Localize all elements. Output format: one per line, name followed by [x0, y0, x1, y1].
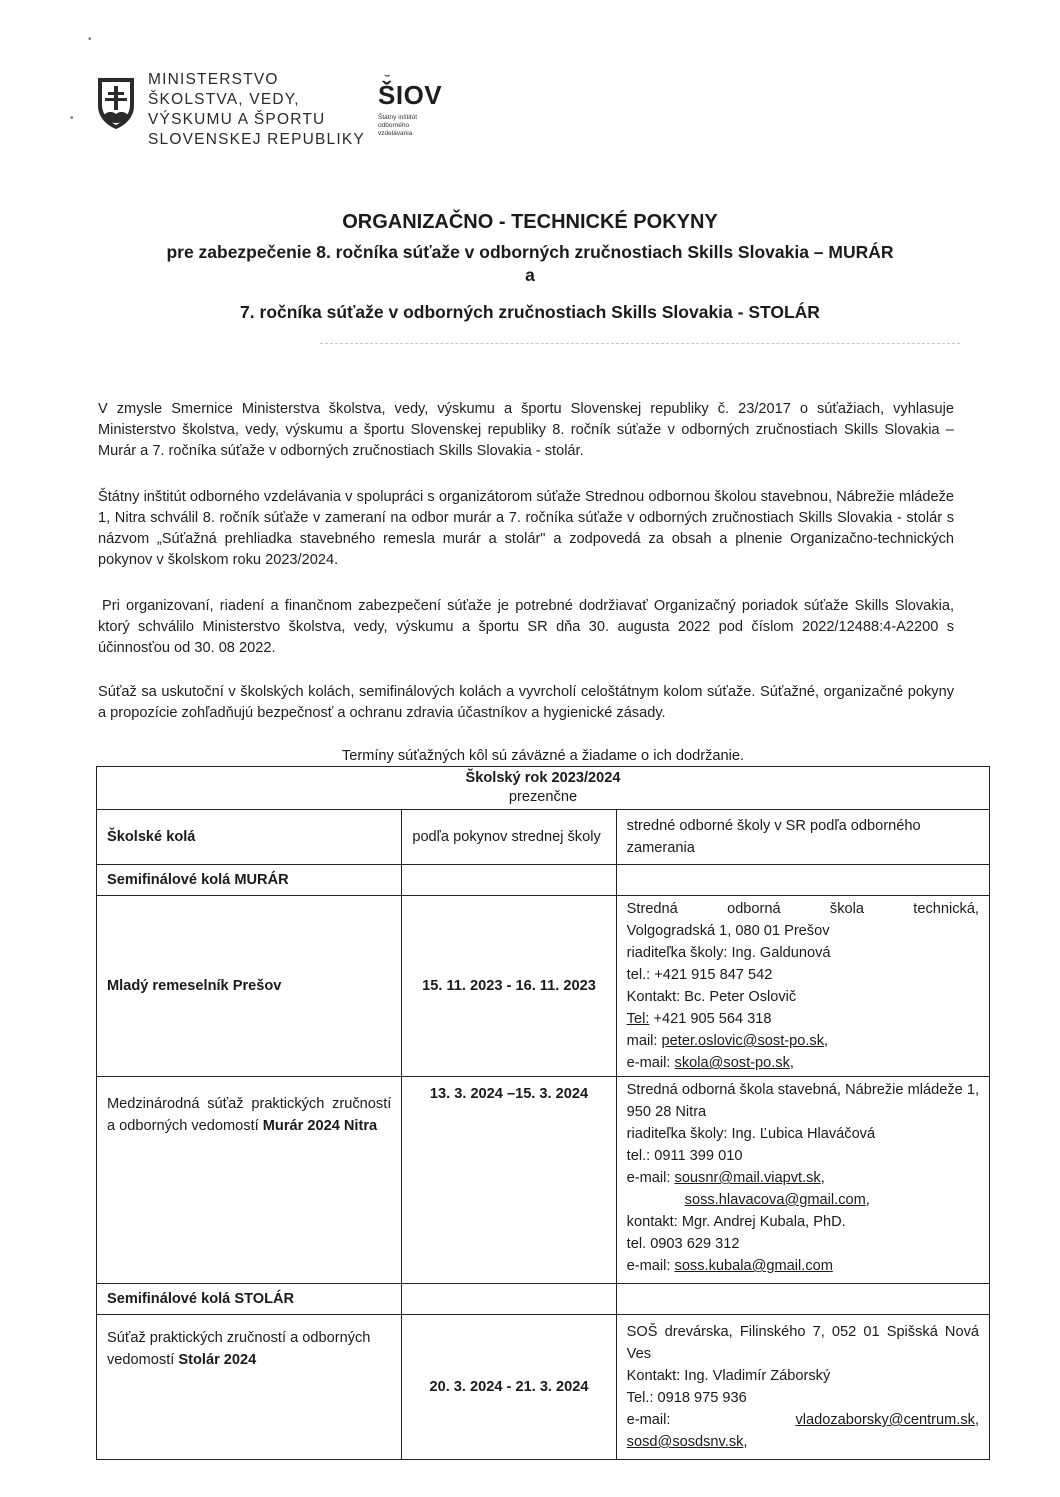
- mail-label: e-mail:: [626, 1258, 675, 1274]
- document-title: ORGANIZAČNO - TECHNICKÉ POKYNY: [342, 211, 718, 233]
- scan-speck: •: [88, 34, 92, 45]
- mail-label: e-mail:: [626, 1170, 675, 1186]
- siov-sub-line: vzdelávania: [378, 130, 413, 137]
- round-name-bold: Murár 2024 Nitra: [262, 1118, 378, 1134]
- table-row: [97, 810, 990, 865]
- email-link[interactable]: skola@sost-po.sk: [674, 1055, 790, 1071]
- siov-mark-icon: ⌣: [384, 70, 391, 81]
- paragraph: Súťaž sa uskutoční v školských kolách, semifinálových kolách a vyvrcholí celoštátnym kolom súťaže. Súťažné, organizačné pokyny a propozície zohľadňujú bezpečnosť a ochranu zdravia účastníkov a hygienické zásady.: [98, 684, 954, 721]
- table-row: [97, 767, 990, 810]
- table-row: [97, 1284, 990, 1315]
- document-subtitle-conjunction: a: [525, 265, 535, 285]
- round-place-cell: [616, 1315, 989, 1460]
- email-link[interactable]: peter.oslovic@sost-po.sk: [661, 1033, 824, 1049]
- paragraph: Štátny inštitút odborného vzdelávania v spolupráci s organizátorom súťaže Strednou odbornou školou stavebnou, Nábrežie mládeže 1, Nitra schválil 8. ročník súťaže v zameraní na odbor murár a 7. ročníka súťaže v odborných zručnostiach Skills Slovakia - stolár s názvom „Súťažná prehliadka stavebného remesla murár a stolár" a zodpovedá za obsah a plnenie Organizačno-technických pokynov v školskom roku 2023/2024.: [98, 489, 954, 568]
- contact-line: Kontakt: Bc. Peter Oslovič: [626, 989, 797, 1005]
- contact-line: [627, 1008, 979, 1030]
- table-row: [97, 1315, 990, 1460]
- slovak-coat-of-arms-icon: [96, 76, 136, 130]
- email-link[interactable]: sousnr@mail.viapvt.sk: [674, 1170, 821, 1186]
- ministry-logo: [96, 70, 365, 160]
- round-date-cell: podľa pokynov strednej školy: [402, 810, 616, 865]
- empty-cell: [616, 1284, 989, 1315]
- table-caption: Termíny súťažných kôl sú záväzné a žiadame o ich dodržanie.: [341, 748, 745, 764]
- round-name-bold: Stolár 2024: [178, 1352, 257, 1368]
- punctuation: ,: [743, 1434, 748, 1450]
- address-line: SOŠ drevárska, Filinského 7, 052 01 Spišská Nová Ves: [626, 1324, 979, 1362]
- empty-cell: [402, 865, 616, 896]
- round-name: Súťaž praktických zručností a odborných vedomostí: [107, 1330, 371, 1368]
- mail-label: e-mail:: [626, 1055, 675, 1071]
- paragraph: V zmysle Smernice Ministerstva školstva, vedy, výskumu a športu Slovenskej republiky č. 23/2017 o súťažiach, vyhlasuje Ministerstvo školstva, vedy, výskumu a športu Slovenskej republiky 8. ročník súťaže v odborných zručnostiach Skills Slovakia – Murár a 7. ročníka súťaže v odborných zručnostiach Skills Slovakia - stolár.: [98, 401, 954, 459]
- siov-sub-line: odborného: [378, 122, 410, 129]
- ministry-line: SLOVENSKEJ REPUBLIKY: [148, 131, 365, 148]
- round-date-cell: 20. 3. 2024 - 21. 3. 2024: [402, 1315, 616, 1460]
- punctuation: ,: [789, 1055, 794, 1071]
- address-line: Stredná odborná škola technická,: [626, 901, 979, 917]
- contact-line: [627, 1431, 979, 1453]
- section-heading: Semifinálové kolá MURÁR: [97, 865, 402, 896]
- paragraph: Pri organizovaní, riadení a finančnom zabezpečení súťaže je potrebné dodržiavať Organizačný poriadok súťaže Skills Slovakia, ktorý schválilo Ministerstvo školstva, vedy, výskumu a športu SR dňa 30. augusta 2022 pod číslom 2022/12488:4-A2200 s účinnosťou od 30. 08 2022.: [98, 598, 954, 656]
- table-row: [97, 896, 990, 1077]
- contact-line: tel. 0903 629 312: [626, 1236, 740, 1252]
- punctuation: ,: [824, 1033, 829, 1049]
- mail-label: mail:: [626, 1033, 662, 1049]
- round-place-cell: [616, 1077, 989, 1284]
- tel-value: +421 905 564 318: [649, 1011, 772, 1027]
- ministry-line: VÝSKUMU A ŠPORTU: [148, 111, 326, 128]
- mail-label: e-mail:: [626, 1412, 671, 1428]
- empty-cell: [402, 1284, 616, 1315]
- round-name-cell: Mladý remeselník Prešov: [97, 896, 402, 1077]
- school-year-cell: [97, 767, 990, 810]
- contact-line: tel.: 0911 399 010: [626, 1148, 743, 1164]
- document-title-block: [100, 208, 960, 324]
- contact-line: tel.: +421 915 847 542: [626, 967, 773, 983]
- schedule-table: [96, 766, 990, 1460]
- email-link[interactable]: vladozaborsky@centrum.sk: [795, 1412, 975, 1428]
- scan-speck: •: [70, 113, 74, 124]
- section-heading: Semifinálové kolá STOLÁR: [97, 1284, 402, 1315]
- address-line: Stredná odborná škola stavebná, Nábrežie mládeže 1, 950 28 Nitra: [626, 1082, 979, 1120]
- contact-line: riaditeľka školy: Ing. Ľubica Hlaváčová: [626, 1126, 876, 1142]
- participation-mode: prezenčne: [508, 789, 578, 805]
- round-date-cell: 15. 11. 2023 - 16. 11. 2023: [402, 896, 616, 1077]
- email-link[interactable]: sosd@sosdsnv.sk: [626, 1434, 744, 1450]
- round-date-cell: 13. 3. 2024 –15. 3. 2024: [402, 1077, 616, 1284]
- email-link[interactable]: soss.kubala@gmail.com: [674, 1258, 833, 1274]
- email-link[interactable]: soss.hlavacova@gmail.com: [684, 1192, 866, 1208]
- punctuation: ,: [865, 1192, 870, 1208]
- round-name-cell: [97, 1315, 402, 1460]
- contact-line: [627, 1255, 979, 1277]
- punctuation: ,: [820, 1170, 825, 1186]
- contact-line: Kontakt: Ing. Vladimír Záborský: [626, 1368, 831, 1384]
- round-name-cell: Školské kolá: [97, 810, 402, 865]
- siov-sub-line: Štátny inštitút: [378, 114, 418, 121]
- tel-label: Tel:: [626, 1011, 650, 1027]
- contact-line: riaditeľka školy: Ing. Galdunová: [626, 945, 831, 961]
- round-place-cell: [616, 896, 989, 1077]
- table-row: [97, 1077, 990, 1284]
- ministry-name: [148, 70, 365, 150]
- contact-line: [627, 1189, 979, 1211]
- ministry-line: MINISTERSTVO: [148, 71, 279, 88]
- title-divider: [320, 343, 960, 344]
- contact-line: [627, 1052, 979, 1074]
- contact-line: [627, 1409, 979, 1431]
- punctuation: ,: [974, 1412, 979, 1428]
- round-name-cell: [97, 1077, 402, 1284]
- contact-line: [627, 1030, 979, 1052]
- round-name: Medzinárodná súťaž praktických zručností a odborných vedomostí: [107, 1096, 392, 1134]
- siov-subtitle: [378, 114, 417, 138]
- table-row: [97, 865, 990, 896]
- contact-line: [627, 1167, 979, 1189]
- address-line: Volgogradská 1, 080 01 Prešov: [626, 923, 830, 939]
- empty-cell: [616, 865, 989, 896]
- contact-line: Tel.: 0918 975 936: [626, 1390, 747, 1406]
- round-place-cell: stredné odborné školy v SR podľa odborného zamerania: [616, 810, 989, 865]
- contact-line: kontakt: Mgr. Andrej Kubala, PhD.: [626, 1214, 846, 1230]
- document-subtitle: 7. ročníka súťaže v odborných zručnostiach Skills Slovakia - STOLÁR: [240, 302, 820, 322]
- ministry-line: ŠKOLSTVA, VEDY,: [148, 91, 300, 108]
- siov-logo: [376, 70, 446, 155]
- document-subtitle: pre zabezpečenie 8. ročníka súťaže v odborných zručnostiach Skills Slovakia – MURÁR: [166, 242, 894, 262]
- school-year: Školský rok 2023/2024: [465, 770, 621, 786]
- siov-name: ŠIOV: [378, 80, 443, 110]
